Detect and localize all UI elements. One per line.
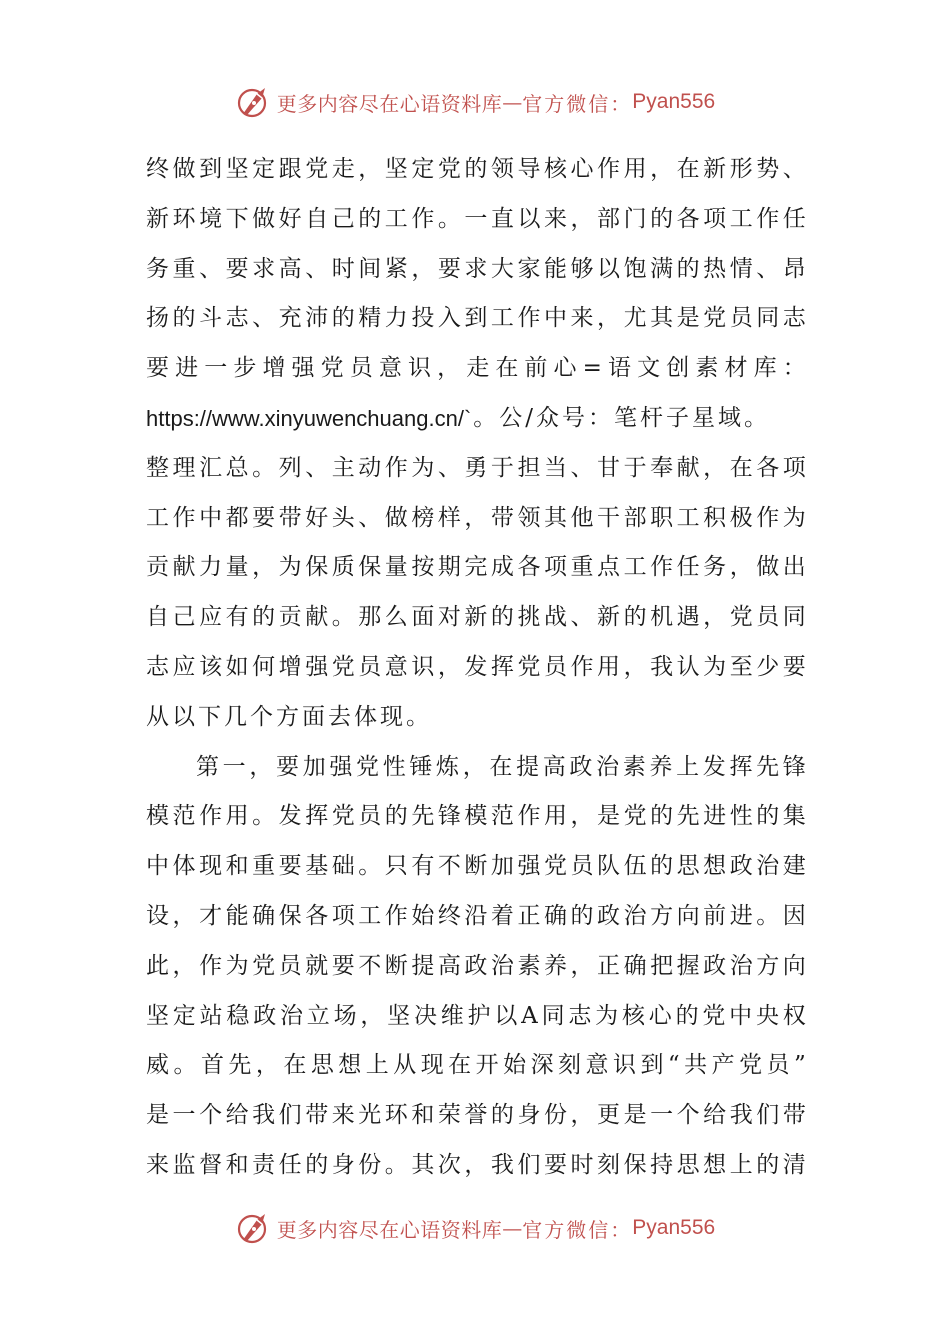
document-body bbox=[146, 145, 806, 1191]
text-line: 从以下几个方面去体现。 bbox=[146, 703, 432, 730]
text-line: 是 一 个 给 我 们 带 来 光 环 和 荣 誉 的 身 份 ， 更 是 一 个 给 我 们 带 bbox=[146, 1102, 806, 1129]
footer-wechat-label: 官方微信： bbox=[522, 1217, 633, 1242]
footer-wechat-id: Pyan556 bbox=[632, 1216, 716, 1239]
header-separator: — bbox=[502, 90, 523, 114]
text-line: 新 环 境 下 做 好 自 己 的 工 作 。 一 直 以 来 ， 部 门 的 各 项 工 作 任 bbox=[146, 205, 806, 232]
paragraph-start-line: 第 一 ， 要 加 强 党 性 锤 炼 ， 在 提 高 政 治 素 养 上 发 挥 先 锋 bbox=[196, 753, 806, 780]
text-line: 坚 定 站 稳 政 治 立 场 ， 坚 决 维 护 以 A 同 志 为 核 心 的 党 中 央 权 bbox=[146, 1002, 806, 1029]
url-line bbox=[146, 394, 806, 444]
source-url: https://www.xinyuwenchuang.cn/` bbox=[146, 405, 472, 431]
text-line: 威 。 首 先 ， 在 思 想 上 从 现 在 开 始 深 刻 意 识 到 “ 共 产 党 员 ” bbox=[146, 1052, 806, 1079]
header-site-text: 更多内容尽在心语资料库 bbox=[276, 91, 503, 116]
text-line: 自 己 应 有 的 贡 献 。 那 么 面 对 新 的 挑 战 、 新 的 机 遇 ， 党 员 同 bbox=[146, 604, 806, 631]
text-line: 志 应 该 如 何 增 强 党 员 意 识 ， 发 挥 党 员 作 用 ， 我 认 为 至 少 要 bbox=[146, 653, 806, 680]
pen-nib-logo-icon bbox=[235, 84, 271, 120]
footer-banner bbox=[0, 1208, 950, 1248]
text-line: 贡 献 力 量 ， 为 保 质 保 量 按 期 完 成 各 项 重 点 工 作 任 务 ， 做 出 bbox=[146, 554, 806, 581]
text-line: 扬 的 斗 志 、 充 沛 的 精 力 投 入 到 工 作 中 来 ， 尤 其 是 党 员 同 志 bbox=[146, 305, 806, 332]
text-line: 中 体 现 和 重 要 基 础 。 只 有 不 断 加 强 党 员 队 伍 的 思 想 政 治 建 bbox=[146, 853, 806, 880]
header-wechat-label: 官方微信： bbox=[522, 91, 633, 116]
text-line: 务 重 、 要 求 高 、 时 间 紧 ， 要 求 大 家 能 够 以 饱 满 的 热 情 、 昂 bbox=[146, 255, 806, 282]
footer-separator: — bbox=[502, 1216, 523, 1240]
pen-nib-logo-icon bbox=[235, 1210, 271, 1246]
text-line: 模 范 作 用 。 发 挥 党 员 的 先 锋 模 范 作 用 ， 是 党 的 先 进 性 的 集 bbox=[146, 803, 806, 830]
text-line: 要 进 一 步 增 强 党 员 意 识 ， 走 在 前 心 = 语 文 创 素 材 库 ： bbox=[146, 355, 806, 382]
footer-site-text: 更多内容尽在心语资料库 bbox=[276, 1217, 503, 1242]
text-line: 来 监 督 和 责 任 的 身 份 。 其 次 ， 我 们 要 时 刻 保 持 思 想 上 的 清 bbox=[146, 1151, 806, 1178]
text-line: 整 理 汇 总 。 列 、 主 动 作 为 、 勇 于 担 当 、 甘 于 奉 献 ， 在 各 项 bbox=[146, 454, 806, 481]
text-line: 终 做 到 坚 定 跟 党 走 ， 坚 定 党 的 领 导 核 心 作 用 ， 在 新 形 势 、 bbox=[146, 156, 806, 182]
url-line-rest: 。公/众号：笔杆子星域。 bbox=[473, 404, 771, 431]
text-line: 此 ， 作 为 党 员 就 要 不 断 提 高 政 治 素 养 ， 正 确 把 握 政 治 方 向 bbox=[146, 952, 806, 979]
header-banner bbox=[0, 82, 950, 122]
text-line: 设 ， 才 能 确 保 各 项 工 作 始 终 沿 着 正 确 的 政 治 方 向 前 进 。 因 bbox=[146, 902, 806, 929]
text-line: 工 作 中 都 要 带 好 头 、 做 榜 样 ， 带 领 其 他 干 部 职 工 积 极 作 为 bbox=[146, 504, 806, 531]
header-wechat-id: Pyan556 bbox=[632, 90, 716, 113]
